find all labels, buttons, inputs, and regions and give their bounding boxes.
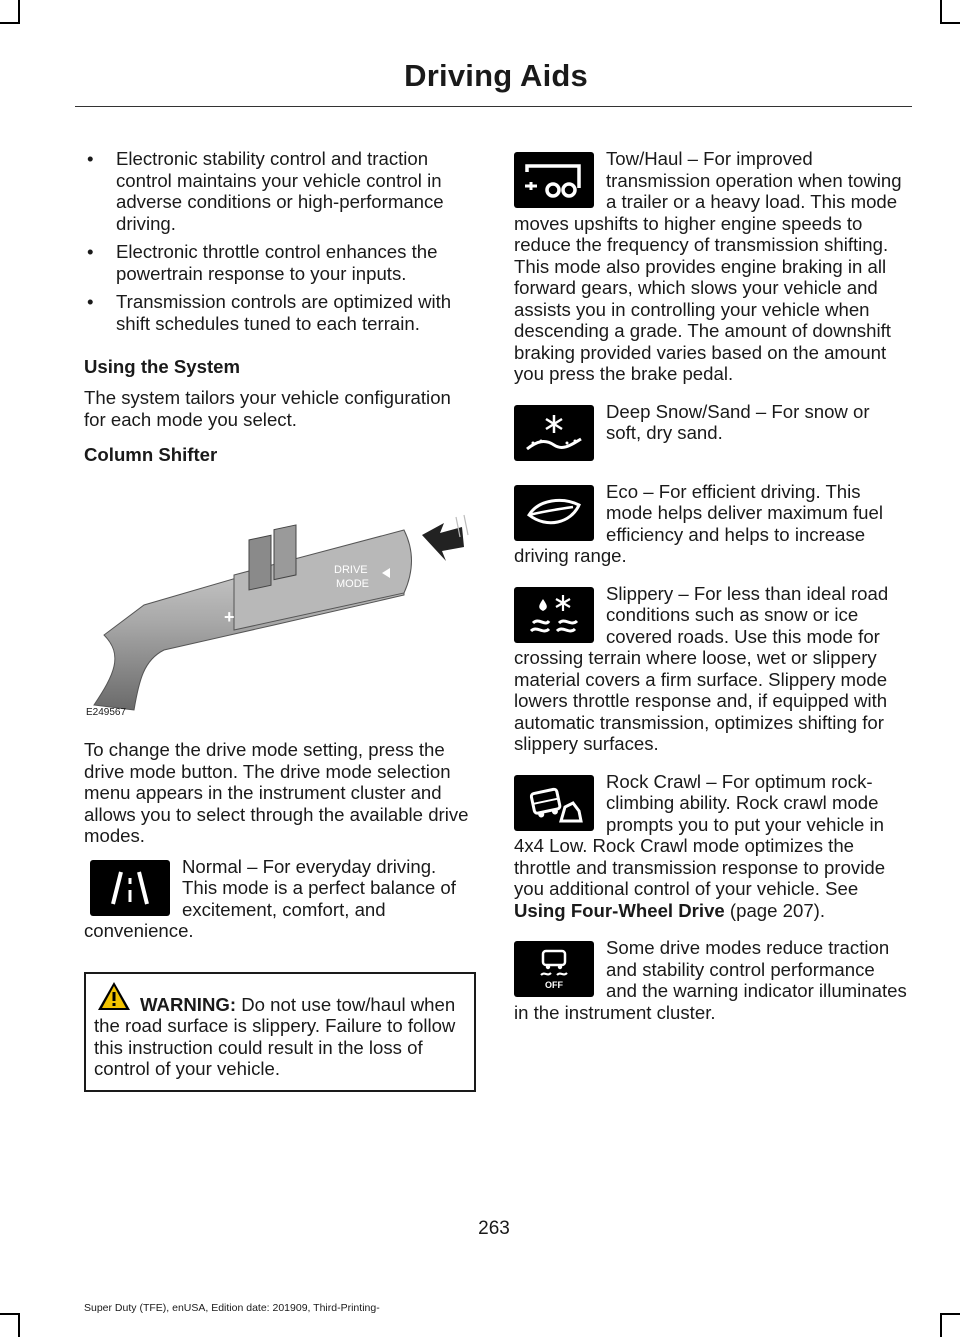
- slippery-text: Slippery – For less than ideal road conditions such as snow or ice covered roads. Use this mode for crossing terrain where loose, wet or slippery material covers a firm surface. Slippery mode lowers throttle response and, if equipped with automatic transmission, optimizes shifting for slippery surfaces.: [514, 582, 889, 754]
- plus-label: +: [224, 607, 235, 627]
- warning-text: [94, 994, 466, 1080]
- eco-text: Eco – For efficient driving. This mode helps deliver maximum fuel efficiency and helps to increase driving range.: [514, 480, 883, 566]
- snow-sand-text: Deep Snow/Sand – For snow or soft, dry sand.: [606, 400, 870, 443]
- crop-mark: [940, 0, 942, 24]
- mode-label: MODE: [336, 578, 369, 590]
- traction-off-note: [514, 937, 908, 1023]
- mode-deep-snow-sand: [514, 401, 908, 465]
- road-lanes-icon: [99, 866, 161, 910]
- traction-control-off-icon: [523, 947, 585, 991]
- snowflake-sand-icon: [523, 411, 585, 455]
- list-item: • Electronic throttle control enhances the powertrain response to your inputs.: [84, 241, 476, 284]
- four-wheel-drive-link[interactable]: Using Four-Wheel Drive: [514, 899, 725, 921]
- normal-mode-icon-box: [90, 860, 170, 916]
- paragraph: To change the drive mode setting, press the drive mode button. The drive mode selection menu appears in the instrument cluster and allows you to select through the available drive modes.: [84, 739, 469, 846]
- crop-mark: [18, 0, 20, 24]
- left-column: [84, 148, 476, 1092]
- mode-eco: [514, 481, 908, 567]
- paragraph: The system tailors your vehicle configuration for each mode you select.: [84, 387, 451, 430]
- eco-icon-box: [514, 485, 594, 541]
- page-number: 263: [478, 1218, 510, 1239]
- traction-off-icon-box: [514, 941, 594, 997]
- warning-triangle-icon: [96, 980, 132, 1012]
- leaf-icon: [523, 491, 585, 535]
- traction-off-text: Some drive modes reduce traction and stability control performance and the warning indicator illuminates in the instrument cluster.: [514, 937, 907, 1023]
- crop-mark: [0, 22, 20, 24]
- right-column: [514, 148, 908, 1039]
- slippery-road-icon: [523, 593, 585, 637]
- arrow-icon: [422, 523, 464, 561]
- rock-crawl-page-ref: (page 207).: [724, 899, 826, 921]
- slippery-icon-box: [514, 587, 594, 643]
- rock-crawl-body: Rock Crawl – For optimum rock-climbing ability. Rock crawl mode prompts you to put your vehicle in 4x4 Low. Rock Crawl mode optimizes the throttle and transmission response to provide you additional control of your vehicle. See: [514, 770, 886, 899]
- section-heading-column-shifter: Column Shifter: [84, 444, 218, 465]
- rock-crawl-icon: [523, 781, 585, 825]
- mode-normal: [84, 856, 476, 942]
- section-heading-using-system: Using the System: [84, 356, 241, 377]
- feature-list: [84, 148, 476, 334]
- column-shifter-illustration: [84, 475, 474, 725]
- crop-mark: [18, 1313, 20, 1337]
- list-item: • Electronic stability control and traction control maintains your vehicle control in adverse conditions or high-performance driving.: [84, 148, 476, 234]
- normal-mode-text: Normal – For everyday driving. This mode is a perfect balance of excitement, comfort, and convenience.: [84, 855, 456, 941]
- minus-label: –: [229, 631, 240, 651]
- tow-haul-text: Tow/Haul – For improved transmission operation when towing a trailer or a heavy load. This mode moves upshifts to higher engine speeds to reduce the frequency of transmission shifting. This mode also provides engine braking in all forward gears, which slows your vehicle and assists you in controlling your vehicle when descending a grade. The amount of downshift braking provided varies based on the amount you press the brake pedal.: [514, 148, 902, 384]
- warning-box: [84, 972, 476, 1092]
- column-shifter-figure: [84, 475, 474, 725]
- crop-mark: [940, 1313, 942, 1337]
- warning-heading: WARNING:: [140, 993, 237, 1015]
- tow-haul-icon-box: [514, 152, 594, 208]
- crop-mark: [940, 22, 960, 24]
- header-divider: [75, 106, 912, 107]
- snow-sand-icon-box: [514, 405, 594, 461]
- mode-tow-haul: [514, 148, 908, 385]
- footer-edition: Super Duty (TFE), enUSA, Edition date: 201909, Third-Printing-: [84, 1302, 380, 1314]
- rock-crawl-icon-box: [514, 775, 594, 831]
- list-item: • Transmission controls are optimized with shift schedules tuned to each terrain.: [84, 291, 476, 334]
- off-label: OFF: [545, 980, 563, 990]
- crop-mark: [940, 1313, 960, 1315]
- warning-body: Do not use tow/haul when the road surface is slippery. Failure to follow this instruction could result in the loss of control of your vehicle.: [94, 993, 456, 1079]
- trailer-icon: [523, 158, 585, 202]
- page-title: Driving Aids: [404, 58, 588, 93]
- crop-mark: [0, 1313, 20, 1315]
- drive-label: DRIVE: [334, 564, 368, 576]
- mode-slippery: [514, 583, 908, 755]
- mode-rock-crawl: [514, 771, 908, 922]
- figure-code: E249567: [86, 706, 127, 718]
